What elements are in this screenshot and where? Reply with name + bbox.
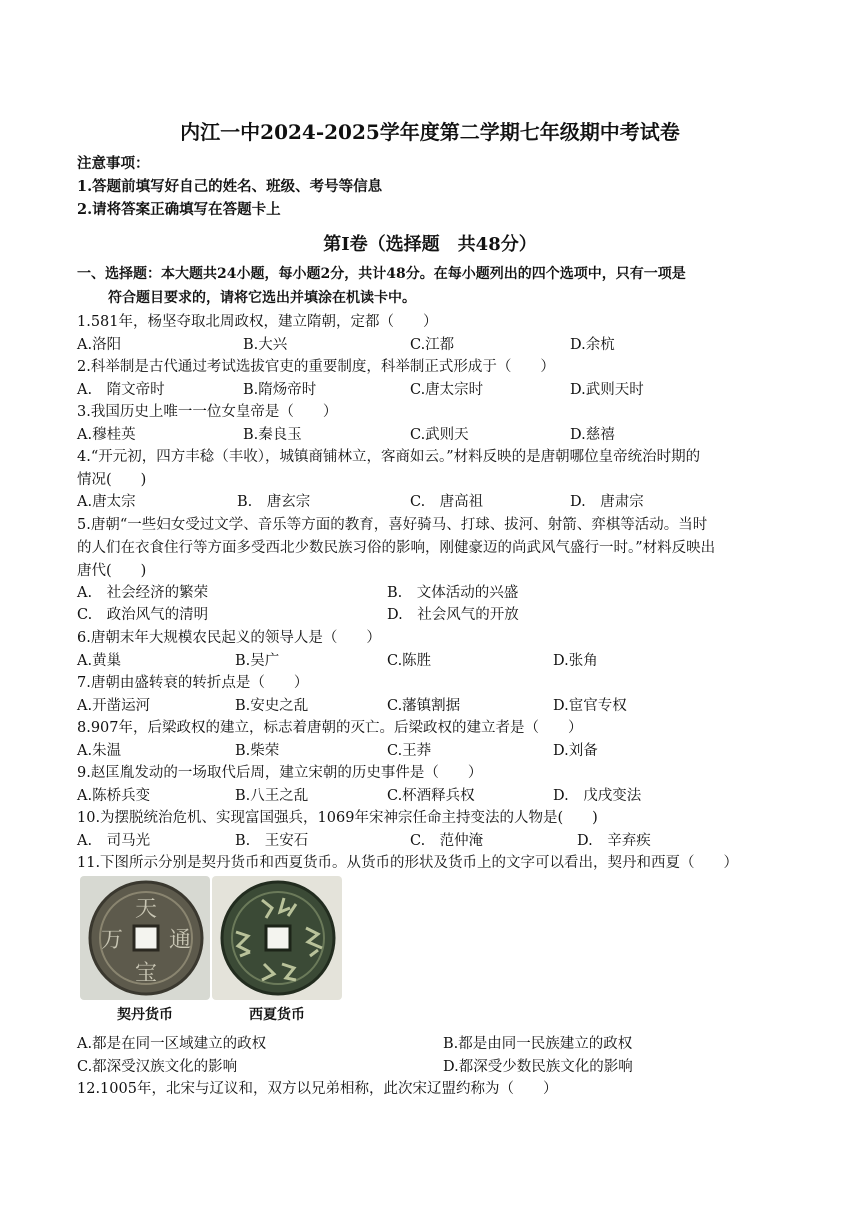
question-stem: 9.赵匡胤发动的一场取代后周，建立宋朝的历史事件是（ ） — [77, 765, 483, 781]
option-b: B.柴荣 — [235, 743, 280, 759]
option-d: D.都深受少数民族文化的影响 — [443, 1059, 633, 1075]
section-intro: 符合题目要求的，请将它选出并填涂在机读卡中。 — [108, 290, 416, 306]
exam-title: 内江一中2024-2025学年度第二学期七年级期中考试卷 — [180, 120, 680, 144]
option-a: A.穆桂英 — [77, 427, 136, 443]
question-stem: 1.581年，杨坚夺取北周政权，建立隋朝，定都（ ） — [77, 314, 438, 330]
option-c: C.杯酒释兵权 — [387, 788, 475, 804]
option-d: D. 唐肃宗 — [570, 494, 644, 510]
option-a: A.都是在同一区域建立的政权 — [77, 1036, 267, 1052]
question-stem: 5.唐朝“一些妇女受过文学、音乐等方面的教育，喜好骑马、打球、拔河、射箭、弈棋等活动。当时 — [77, 517, 708, 533]
option-d: D.刘备 — [553, 743, 598, 759]
question-stem: 8.907年，后梁政权的建立，标志着唐朝的灭亡。后梁政权的建立者是（ ） — [77, 720, 583, 736]
question-stem: 3.我国历史上唯一一位女皇帝是（ ） — [77, 404, 338, 420]
svg-text:天: 天 — [134, 897, 158, 922]
option-b: B.安史之乱 — [235, 698, 309, 714]
option-c: C.王莽 — [387, 743, 432, 759]
svg-text:宝: 宝 — [134, 961, 158, 986]
note-item: 2.请将答案正确填写在答题卡上 — [77, 201, 281, 218]
option-a: A.黄巢 — [77, 653, 122, 669]
khitan-coin-caption: 契丹货币 — [117, 1007, 173, 1023]
option-c: C.藩镇割据 — [387, 698, 461, 714]
option-c: C.都深受汉族文化的影响 — [77, 1059, 238, 1075]
option-a: A. 司马光 — [77, 833, 151, 849]
option-b: B. 唐玄宗 — [237, 494, 311, 510]
option-c: C.江都 — [410, 337, 455, 353]
question-stem: 10.为摆脱统治危机、实现富国强兵，1069年宋神宗任命主持变法的人物是( ) — [77, 810, 598, 826]
option-b: B.吴广 — [235, 653, 280, 669]
option-b: B.都是由同一民族建立的政权 — [443, 1036, 633, 1052]
question-stem: 11.下图所示分别是契丹货币和西夏货币。从货币的形状及货币上的文字可以看出，契丹和西夏（ ） — [77, 855, 739, 871]
question-stem: 12.1005年，北宋与辽议和，双方以兄弟相称，此次宋辽盟约称为（ ） — [77, 1081, 558, 1097]
option-c: C.武则天 — [410, 427, 469, 443]
option-a: A.洛阳 — [77, 337, 122, 353]
option-d: D.余杭 — [570, 337, 615, 353]
option-d: D.宦官专权 — [553, 698, 627, 714]
section-intro: 一、选择题：本大题共24小题，每小题2分，共计48分。在每小题列出的四个选项中，只有一项是 — [77, 266, 686, 282]
option-a: A.开凿运河 — [77, 698, 151, 714]
xixia-coin-figure — [212, 876, 342, 1026]
note-item: 1.答题前填写好自己的姓名、班级、考号等信息 — [77, 178, 383, 195]
xixia-coin-image — [212, 876, 342, 1000]
option-d: D. 社会风气的开放 — [387, 607, 519, 623]
option-a: A. 隋文帝时 — [77, 382, 165, 398]
question-stem: 4.“开元初，四方丰稔（丰收），城镇商铺林立，客商如云。”材料反映的是唐朝哪位皇帝统治时期的 — [77, 449, 701, 465]
section-title: 第Ⅰ卷（选择题 共48分） — [323, 234, 537, 255]
option-c: C.陈胜 — [387, 653, 432, 669]
svg-text:通: 通 — [168, 928, 192, 953]
xixia-coin-caption: 西夏货币 — [249, 1007, 305, 1023]
khitan-coin-figure — [80, 876, 210, 1026]
option-b: B. 王安石 — [235, 833, 309, 849]
question-stem: 6.唐朝末年大规模农民起义的领导人是（ ） — [77, 630, 381, 646]
option-c: C. 政治风气的清明 — [77, 607, 209, 623]
option-c: C. 唐高祖 — [410, 494, 484, 510]
question-stem: 唐代( ) — [77, 563, 147, 579]
notes-heading: 注意事项： — [77, 155, 150, 172]
option-a: A. 社会经济的繁荣 — [77, 585, 209, 601]
question-stem: 的人们在衣食住行等方面多受西北少数民族习俗的影响，刚健豪迈的尚武风气盛行一时。”材料反映出 — [77, 540, 716, 556]
question-stem: 情况( ) — [77, 472, 147, 488]
khitan-coin-image — [80, 876, 210, 1000]
option-d: D.武则天时 — [570, 382, 644, 398]
svg-text:万: 万 — [100, 928, 124, 953]
question-stem: 2.科举制是古代通过考试选拔官吏的重要制度，科举制正式形成于（ ） — [77, 359, 555, 375]
option-c: C.唐太宗时 — [410, 382, 484, 398]
option-b: B.秦良玉 — [243, 427, 302, 443]
option-c: C. 范仲淹 — [410, 833, 484, 849]
option-b: B. 文体活动的兴盛 — [387, 585, 519, 601]
option-a: A.陈桥兵变 — [77, 788, 151, 804]
option-d: D.慈禧 — [570, 427, 615, 443]
option-b: B.八王之乱 — [235, 788, 309, 804]
option-d: D. 戊戌变法 — [553, 788, 642, 804]
option-a: A.朱温 — [77, 743, 122, 759]
option-d: D. 辛弃疾 — [577, 833, 651, 849]
question-stem: 7.唐朝由盛转衰的转折点是（ ） — [77, 675, 309, 691]
option-b: B.大兴 — [243, 337, 288, 353]
option-a: A.唐太宗 — [77, 494, 136, 510]
option-b: B.隋炀帝时 — [243, 382, 317, 398]
option-d: D.张角 — [553, 653, 598, 669]
